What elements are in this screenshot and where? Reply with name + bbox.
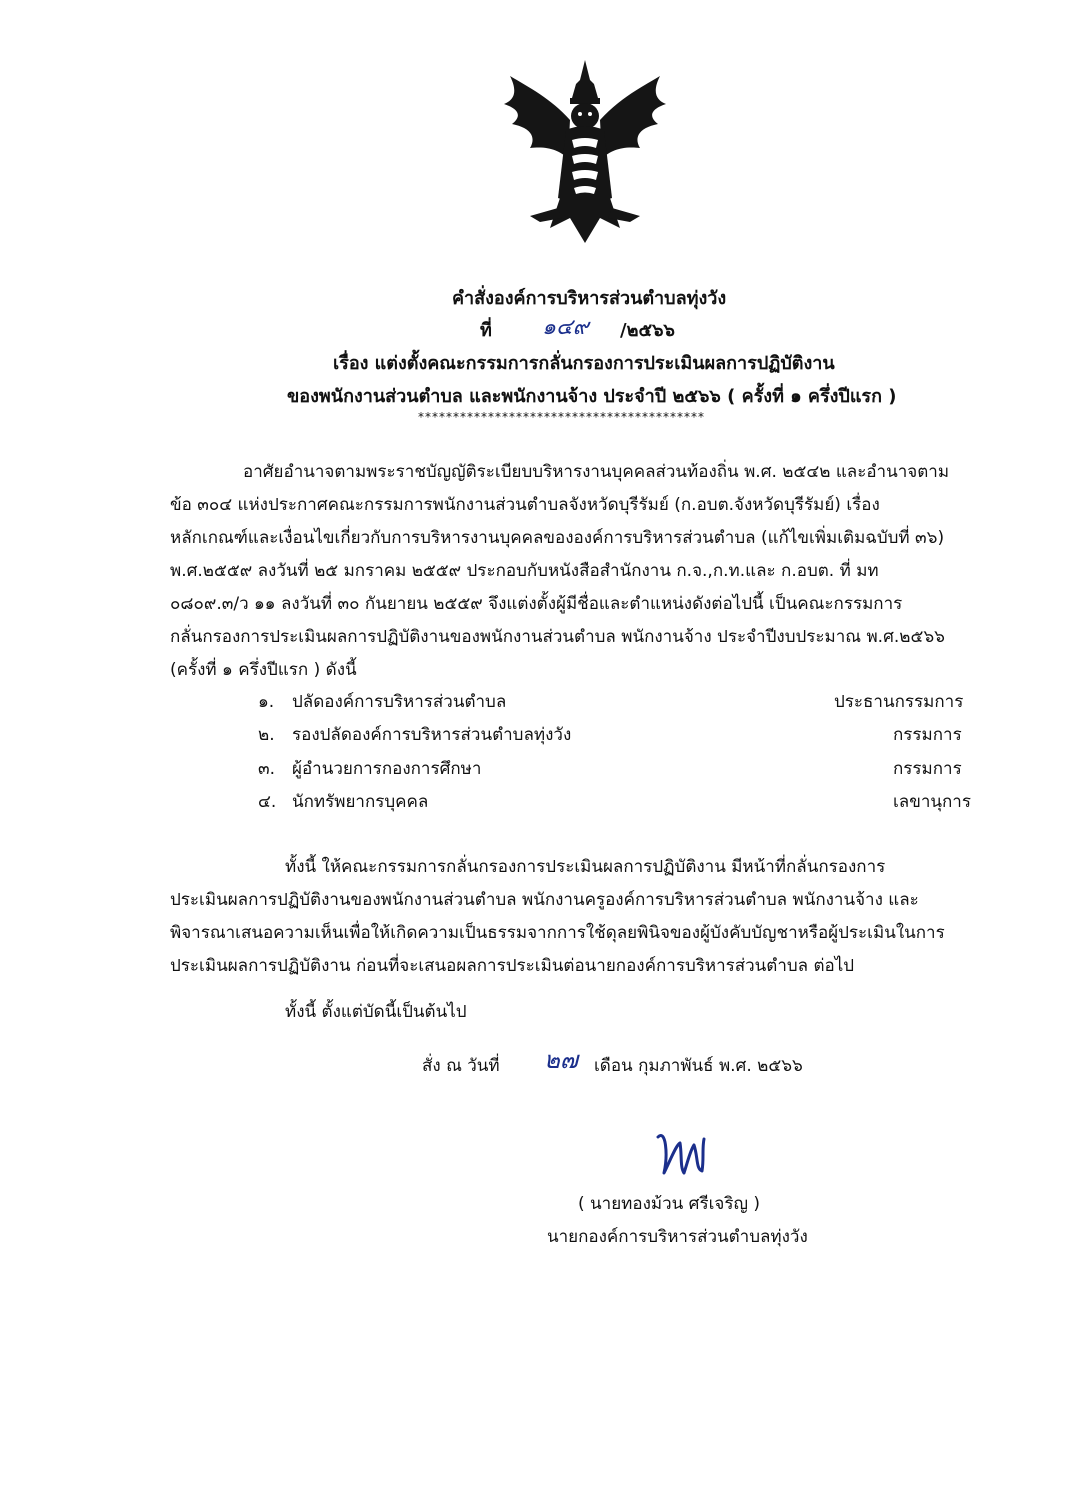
signer-title: นายกองค์การบริหารส่วนตำบลทุ่งวัง [547, 1227, 808, 1247]
order-number-prefix: ที่ [480, 320, 492, 341]
member-name: รองปลัดองค์การบริหารส่วนตำบลทุ่งวัง [292, 725, 572, 745]
member-role: กรรมการ [893, 725, 962, 745]
member-number: ๓. [258, 759, 276, 779]
paragraph-line: ข้อ ๓๐๔ แห่งประกาศคณะกรรมการพนักงานส่วนตำบลจังหวัดบุรีรัมย์ (ก.อบต.จังหวัดบุรีรัมย์) เรื่อง [170, 495, 880, 515]
signature-icon [650, 1125, 720, 1185]
paragraph-line: ๐๘๐๙.๓/ว ๑๑ ลงวันที่ ๓๐ กันยายน ๒๕๕๙ จึงแต่งตั้งผู้มีชื่อและตำแหน่งดังต่อไปนี้ เป็นคณะกรรมการ [170, 594, 903, 614]
divider: ***************************************** [418, 410, 705, 424]
order-title: คำสั่งองค์การบริหารส่วนตำบลทุ่งวัง [452, 288, 727, 309]
ordered-prefix: สั่ง ณ วันที่ [422, 1056, 500, 1076]
member-role: ประธานกรรมการ [834, 692, 964, 712]
garuda-emblem-icon [500, 58, 670, 258]
member-number: ๔. [258, 792, 277, 812]
paragraph-line: ทั้งนี้ ให้คณะกรรมการกลั่นกรองการประเมินผลการปฏิบัติงาน มีหน้าที่กลั่นกรองการ [285, 857, 886, 877]
subject-line-1: เรื่อง แต่งตั้งคณะกรรมการกลั่นกรองการประเมินผลการปฏิบัติงาน [333, 353, 835, 374]
paragraph-line: อาศัยอำนาจตามพระราชบัญญัติระเบียบบริหารงานบุคคลส่วนท้องถิ่น พ.ศ. ๒๕๔๒ และอำนาจตาม [243, 462, 950, 482]
member-number: ๑. [258, 692, 275, 712]
order-number-handwritten: ๑๔๙ [542, 315, 589, 340]
signer-name: ( นายทองม้วน ศรีเจริญ ) [578, 1194, 761, 1214]
paragraph-line: ประเมินผลการปฏิบัติงานของพนักงานส่วนตำบล พนักงานครูองค์การบริหารส่วนตำบล พนักงานจ้าง และ [170, 890, 919, 910]
member-role: กรรมการ [893, 759, 962, 779]
paragraph-line: ประเมินผลการปฏิบัติงาน ก่อนที่จะเสนอผลการประเมินต่อนายกองค์การบริหารส่วนตำบล ต่อไป [170, 956, 855, 976]
order-number-year: /๒๕๖๖ [620, 320, 675, 341]
paragraph-line: พิจารณาเสนอความเห็นเพื่อให้เกิดความเป็นธรรมจากการใช้ดุลยพินิจของผู้บังคับบัญชาหรือผู้ประเมินในการ [170, 923, 945, 943]
member-name: ผู้อำนวยการกองการศึกษา [292, 759, 482, 779]
member-number: ๒. [258, 725, 275, 745]
paragraph-line: กลั่นกรองการประเมินผลการปฏิบัติงานของพนักงานส่วนตำบล พนักงานจ้าง ประจำปีงบประมาณ พ.ศ.๒๕๖๖ [170, 627, 945, 647]
subject-line-2: ของพนักงานส่วนตำบล และพนักงานจ้าง ประจำปี ๒๕๖๖ ( ครั้งที่ ๑ ครึ่งปีแรก ) [287, 386, 897, 407]
effective-date-line: ทั้งนี้ ตั้งแต่บัดนี้เป็นต้นไป [285, 1002, 467, 1022]
paragraph-line: หลักเกณฑ์และเงื่อนไขเกี่ยวกับการบริหารงานบุคคลขององค์การบริหารส่วนตำบล (แก้ไขเพิ่มเติมฉบับที่ ๓๖) [170, 528, 945, 548]
member-role: เลขานุการ [893, 792, 971, 812]
member-name: นักทรัพยากรบุคคล [292, 792, 429, 812]
paragraph-line: พ.ศ.๒๕๕๙ ลงวันที่ ๒๕ มกราคม ๒๕๕๙ ประกอบกับหนังสือสำนักงาน ก.จ.,ก.ท.และ ก.อบต. ที่ มท [170, 561, 879, 581]
ordered-day-handwritten: ๒๗ [544, 1046, 578, 1074]
paragraph-line: (ครั้งที่ ๑ ครึ่งปีแรก ) ดังนี้ [170, 660, 357, 680]
member-name: ปลัดองค์การบริหารส่วนตำบล [292, 692, 507, 712]
ordered-suffix: เดือน กุมภาพันธ์ พ.ศ. ๒๕๖๖ [594, 1056, 803, 1076]
